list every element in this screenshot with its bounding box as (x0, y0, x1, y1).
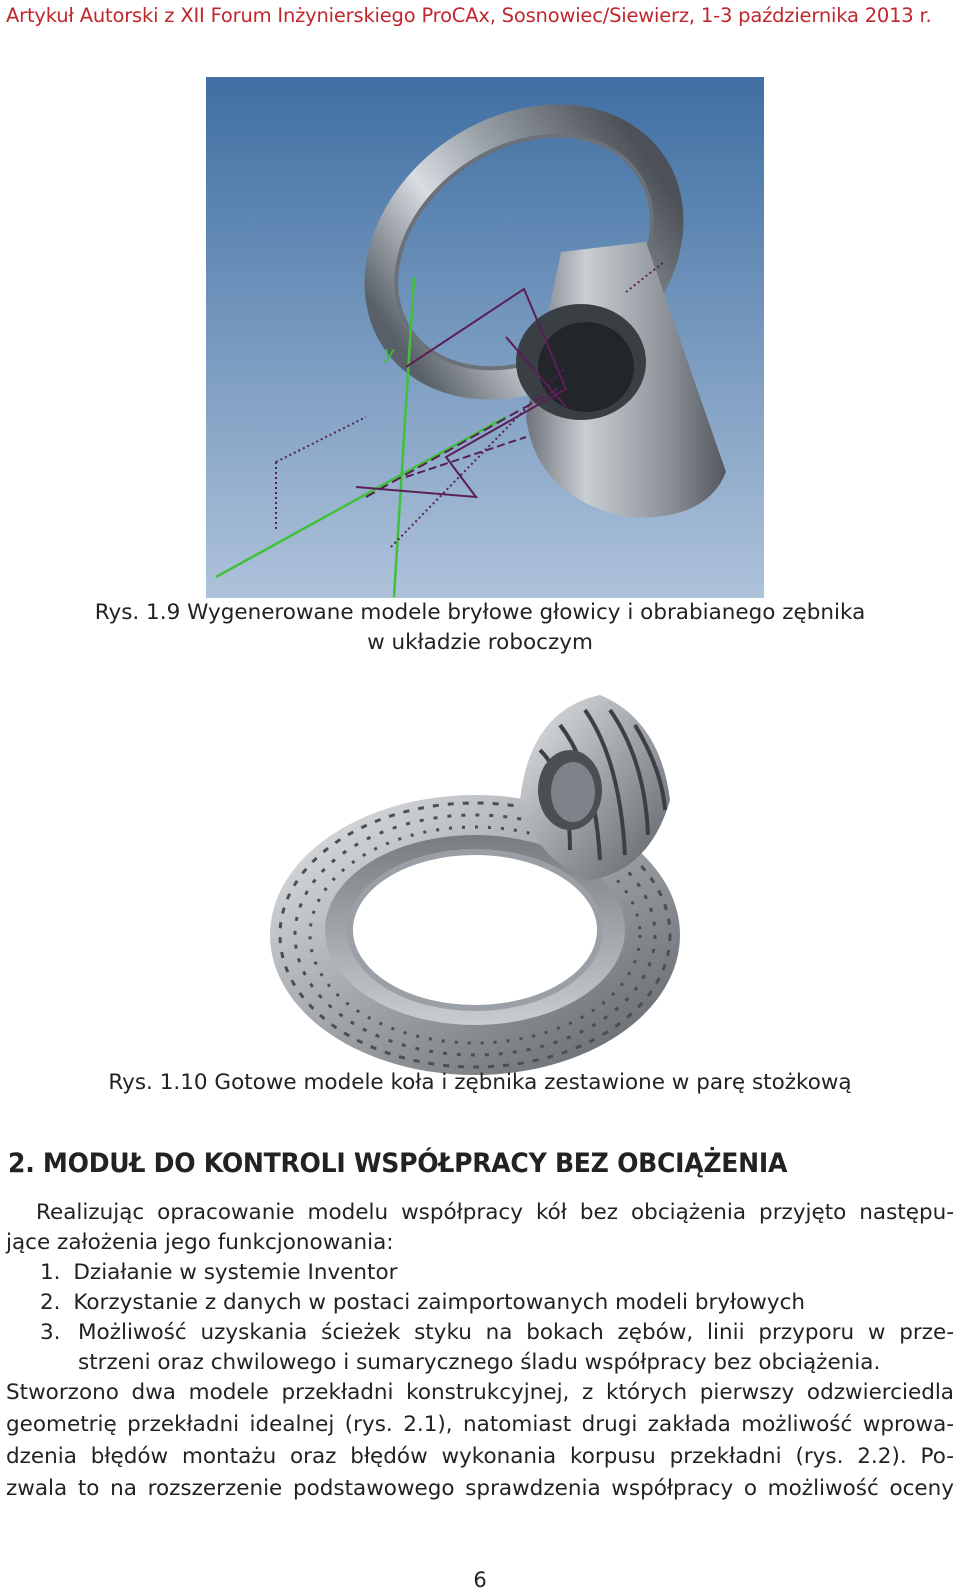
list-item-1-text: Działanie w systemie Inventor (73, 1260, 398, 1285)
figure-1-cad-render (206, 77, 764, 598)
figure-2-caption: Rys. 1.10 Gotowe modele koła i zębnika zestawione w parę stożkową (108, 1070, 852, 1095)
para-line-4: zwala to na rozszerzenie podstawowego sprawdzenia współpracy o możliwość oceny (6, 1476, 954, 1501)
para-line-1: Stworzono dwa modele przekładni konstrukcyjnej, z których pierwszy odzwierciedla (6, 1380, 954, 1405)
figure-2-gear-pair (270, 690, 700, 1080)
list-item-1-number: 1. (40, 1260, 61, 1285)
list-item-3-text-cont: strzeni oraz chwilowego i sumarycznego śladu współpracy bez obciążenia. (78, 1350, 881, 1375)
list-item-2 (40, 1288, 805, 1318)
para-line-2: geometrię przekładni idealnej (rys. 2.1), natomiast drugi zakłada możliwość wprowa- (6, 1412, 954, 1437)
section-heading: 2. MODUŁ DO KONTROLI WSPÓŁPRACY BEZ OBCIĄŻENIA (8, 1148, 788, 1179)
intro-line-2: jące założenia jego funkcjonowania: (6, 1230, 394, 1255)
para-line-3: dzenia błędów montażu oraz błędów wykonania korpusu przekładni (rys. 2.2). Po- (6, 1444, 954, 1469)
list-item-2-number: 2. (40, 1290, 61, 1315)
figure-2-svg (270, 690, 700, 1080)
intro-line-1: Realizując opracowanie modelu współpracy kół bez obciążenia przyjęto następu- (36, 1200, 954, 1225)
figure-1-svg (206, 77, 764, 598)
list-item-2-text: Korzystanie z danych w postaci zaimportowanych modeli bryłowych (73, 1290, 806, 1315)
page-header: Artykuł Autorski z XII Forum Inżynierskiego ProCAx, Sosnowiec/Siewierz, 1-3 października 2013 r. (6, 4, 932, 27)
figure-1-caption-line2: w układzie roboczym (367, 630, 593, 655)
list-item-1 (40, 1258, 397, 1288)
list-item-3-text: Możliwość uzyskania ścieżek styku na bokach zębów, linii przyporu w prze- (78, 1320, 954, 1345)
list-item-3-number: 3. (40, 1320, 61, 1345)
axis-label-y: y (384, 343, 395, 364)
page-number: 6 (473, 1568, 487, 1592)
figure-1-caption-line1: Rys. 1.9 Wygenerowane modele bryłowe głowicy i obrabianego zębnika (94, 600, 866, 625)
